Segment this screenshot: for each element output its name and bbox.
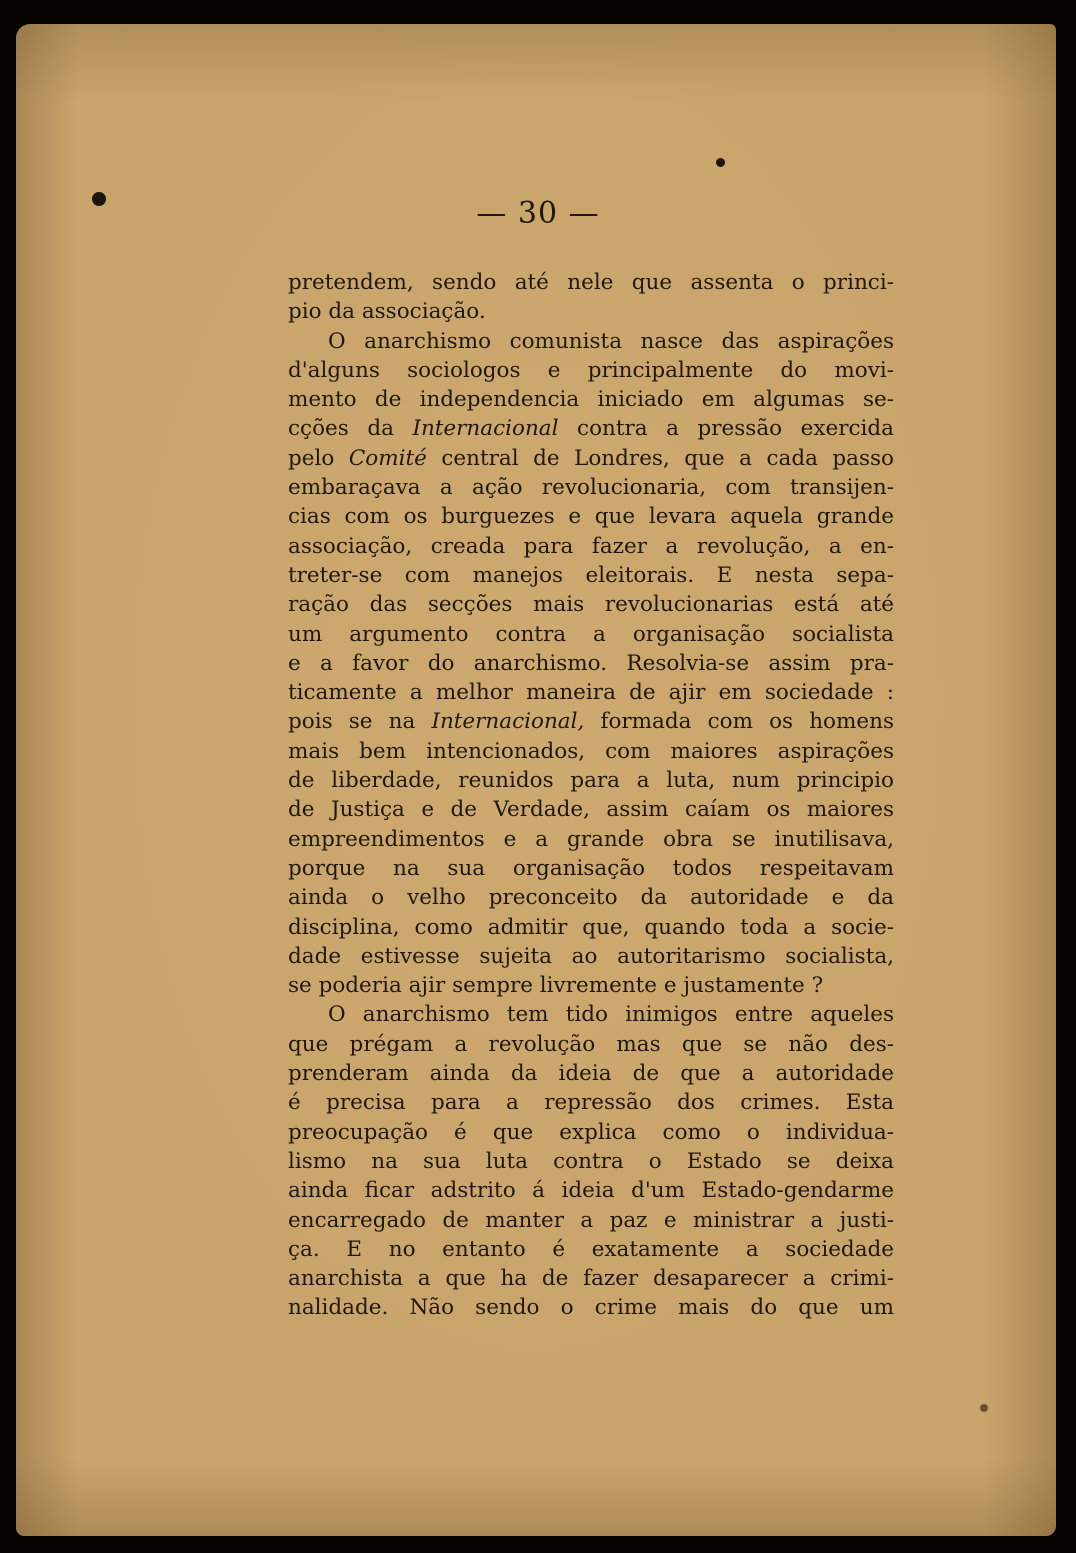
text-line: prenderam ainda da ideia de que a autoridade (288, 1061, 894, 1087)
text-line: anarchista a que ha de fazer desaparecer a crimi- (288, 1266, 894, 1292)
text-line: ainda ficar adstrito á ideia d'um Estado-gendarme (288, 1178, 894, 1204)
text-line: O anarchismo tem tido inimigos entre aqueles (328, 1002, 894, 1028)
text-line: disciplina, como admitir que, quando toda a socie- (288, 914, 894, 940)
text-line: associação, creada para fazer a revolução, a en- (288, 533, 894, 559)
text-line: embaraçava a ação revolucionaria, com transijen- (288, 475, 894, 501)
text-line: ticamente a melhor maneira de ajir em sociedade : (288, 680, 894, 706)
text-line: pio da associação. (288, 299, 486, 325)
text-line: de liberdade, reunidos para a luta, num principio (288, 768, 894, 794)
text-line: ainda o velho preconceito da autoridade e da (288, 885, 894, 911)
italic-term: Comité (348, 445, 427, 471)
text-line: lismo na sua luta contra o Estado se deixa (288, 1148, 894, 1174)
text-segment: formada com os homens (584, 709, 894, 735)
text-line: empreendimentos e a grande obra se inutilisava, (288, 826, 894, 852)
text-line: preocupação é que explica como o individua- (288, 1119, 894, 1145)
text-line: nalidade. Não sendo o crime mais do que um (288, 1295, 894, 1321)
text-line: encarregado de manter a paz e ministrar a justi- (288, 1207, 894, 1233)
text-line: pretendem, sendo até nele que assenta o princi- (288, 270, 894, 295)
ink-spot (716, 158, 725, 167)
text-line (288, 414, 894, 443)
text-line (288, 444, 894, 473)
text-line: dade estivesse sujeita ao autoritarismo socialista, (288, 943, 894, 969)
text-line (288, 707, 894, 736)
text-line: mais bem intencionados, com maiores aspirações (288, 738, 894, 764)
text-segment: pois se na (288, 709, 432, 735)
italic-term: Internacional, (431, 709, 585, 735)
text-line: é precisa para a repressão dos crimes. Esta (288, 1090, 894, 1116)
text-line: se poderia ajir sempre livremente e justamente ? (288, 973, 824, 999)
text-segment: pelo (288, 445, 349, 471)
text-line: O anarchismo comunista nasce das aspirações (328, 328, 894, 354)
italic-term: Internacional (412, 416, 559, 442)
text-line: um argumento contra a organisação socialista (288, 621, 894, 647)
text-segment: central de Londres, que a cada passo (426, 445, 894, 471)
text-line: treter-se com manejos eleitorais. E nesta sepa- (288, 562, 894, 588)
text-line: d'alguns sociologos e principalmente do movi- (288, 357, 894, 383)
text-line: porque na sua organisação todos respeitavam (288, 855, 894, 881)
text-line: cias com os burguezes e que levara aquela grande (288, 504, 894, 530)
text-line: mento de independencia iniciado em algumas se- (288, 387, 894, 413)
text-line: ração das secções mais revolucionarias está até (288, 592, 894, 618)
ink-spot (980, 1404, 988, 1412)
text-segment: contra a pressão exercida (558, 416, 894, 442)
text-line: e a favor do anarchismo. Resolvia-se assim pra- (288, 650, 894, 676)
page-number: — 30 — (476, 196, 600, 231)
text-line: que prégam a revolução mas que se não des- (288, 1031, 894, 1057)
body-text (288, 268, 894, 1323)
text-segment: cções da (288, 416, 413, 442)
text-line: de Justiça e de Verdade, assim caíam os maiores (288, 797, 894, 823)
text-line: ça. E no entanto é exatamente a sociedade (288, 1236, 894, 1262)
